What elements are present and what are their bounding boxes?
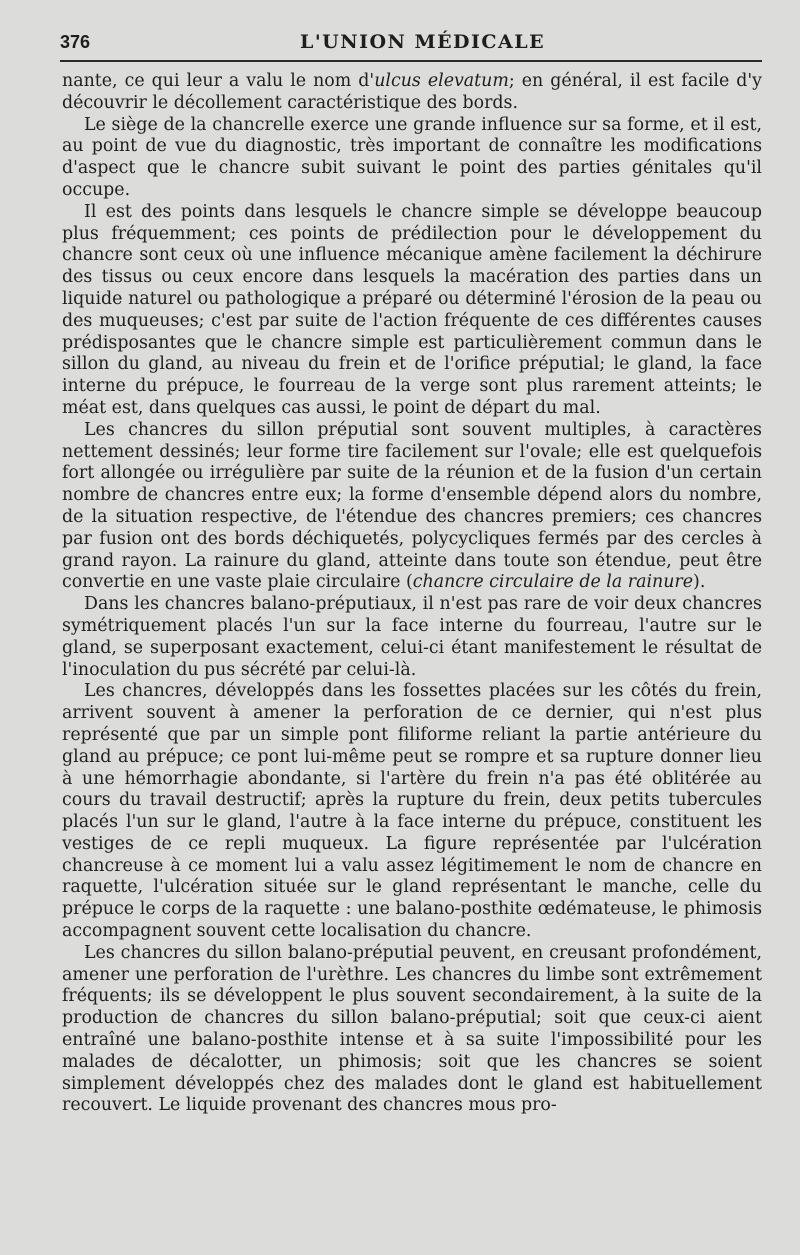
paragraph-6: Les chancres, développés dans les fossettes placées sur les côtés du frein, arrivent souvent à amener la perforation de ce dernier, qui n'est plus représenté que par un simple pont filiforme reliant la partie antérieure du gland au prépuce; ce pont lui-même peut se rompre et sa rupture donner lieu à une hémorrhagie abondante, si l'artère du frein n'a pas été oblitérée au cours du travail destructif; après la rupture du frein, deux petits tubercules placés l'un sur le gland, l'autre à la face interne du prépuce, constituent les vestiges de ce repli muqueux. La figure représentée par l'ulcération chancreuse à ce moment lui a valu assez légitimement le nom de chancre en raquette, l'ulcération située sur le gland représentant le manche, celle du prépuce le corps de la raquette : une balano-posthite œdémateuse, le phimosis accompagnent souvent cette localisation du chancre. [62, 681, 762, 942]
italic-term: chancre circulaire de la rainure [412, 572, 694, 593]
journal-title: L'UNION MÉDICALE [300, 31, 546, 53]
running-head [60, 28, 760, 56]
paragraph-4: Les chancres du sillon préputial sont souvent multiples, à caractères nettement dessinés; leur forme tire facilement sur l'ovale; elle est quelquefois fort allongée ou irrégulière par suite de la réunion et de la fusion d'un certain nombre de chancres entre eux; la forme d'ensemble dépend alors du nombre, de la situation respective, de l'étendue des chancres premiers; ces chancres par fusion ont des bords déchiquetés, polycycliques fermés par des cercles à grand rayon. La rainure du gland, atteinte dans toute son étendue, peut être convertie en une vaste plaie circulaire (chancre circulaire de la rainure). [62, 419, 762, 593]
paragraph-2: Le siège de la chancrelle exerce une grande influence sur sa forme, et il est, au point de vue du diagnostic, très important de connaître les modifications d'aspect que le chancre subit suivant le point des parties génitales qu'il occupe. [62, 114, 762, 200]
paragraph-5: Dans les chancres balano-préputiaux, il n'est pas rare de voir deux chancres symétriquement placés l'un sur la face interne du fourreau, l'autre sur le gland, se superposant exactement, celui-ci étant manifestement le résultat de l'inoculation du pus sécrété par celui-là. [62, 594, 762, 680]
paragraph-3: Il est des points dans lesquels le chancre simple se développe beaucoup plus fréquemment; ces points de prédilection pour le développement du chancre sont ceux où une influence mécanique amène facilement la déchirure des tissus ou ceux encore dans lesquels la macération des parties dans un liquide naturel ou pathologique a préparé ou déterminé l'érosion de la peau ou des muqueuses; c'est par suite de l'action fréquente de ces différentes causes prédisposantes que le chancre simple est particulièrement commun dans le sillon du gland, au niveau du frein et de l'orifice préputial; le gland, la face interne du prépuce, le fourreau de la verge sont plus rarement atteints; le méat est, dans quelques cas aussi, le point de départ du mal. [62, 201, 762, 418]
paragraph-7: Les chancres du sillon balano-préputial peuvent, en creusant profondément, amener une perforation de l'urèthre. Les chancres du limbe sont extrêmement fréquents; ils se développent le plus souvent secondairement, à la suite de la production de chancres du sillon balano-préputial; soit que ceux-ci aient entraîné une balano-posthite intense et à sa suite l'impossibilité pour les malades de décalotter, un phimosis; soit que les chancres se soient simplement développés chez des malades dont le gland est habituellement recouvert. Le liquide provenant des chancres mous pro- [62, 942, 762, 1116]
paragraph-1: nante, ce qui leur a valu le nom d'ulcus elevatum; en général, il est facile d'y découvrir le décollement caractéristique des bords. [62, 71, 762, 113]
body-text [62, 71, 762, 1117]
page-number: 376 [60, 32, 91, 52]
header-rule [60, 60, 762, 62]
latin-term: ulcus elevatum [374, 71, 509, 91]
